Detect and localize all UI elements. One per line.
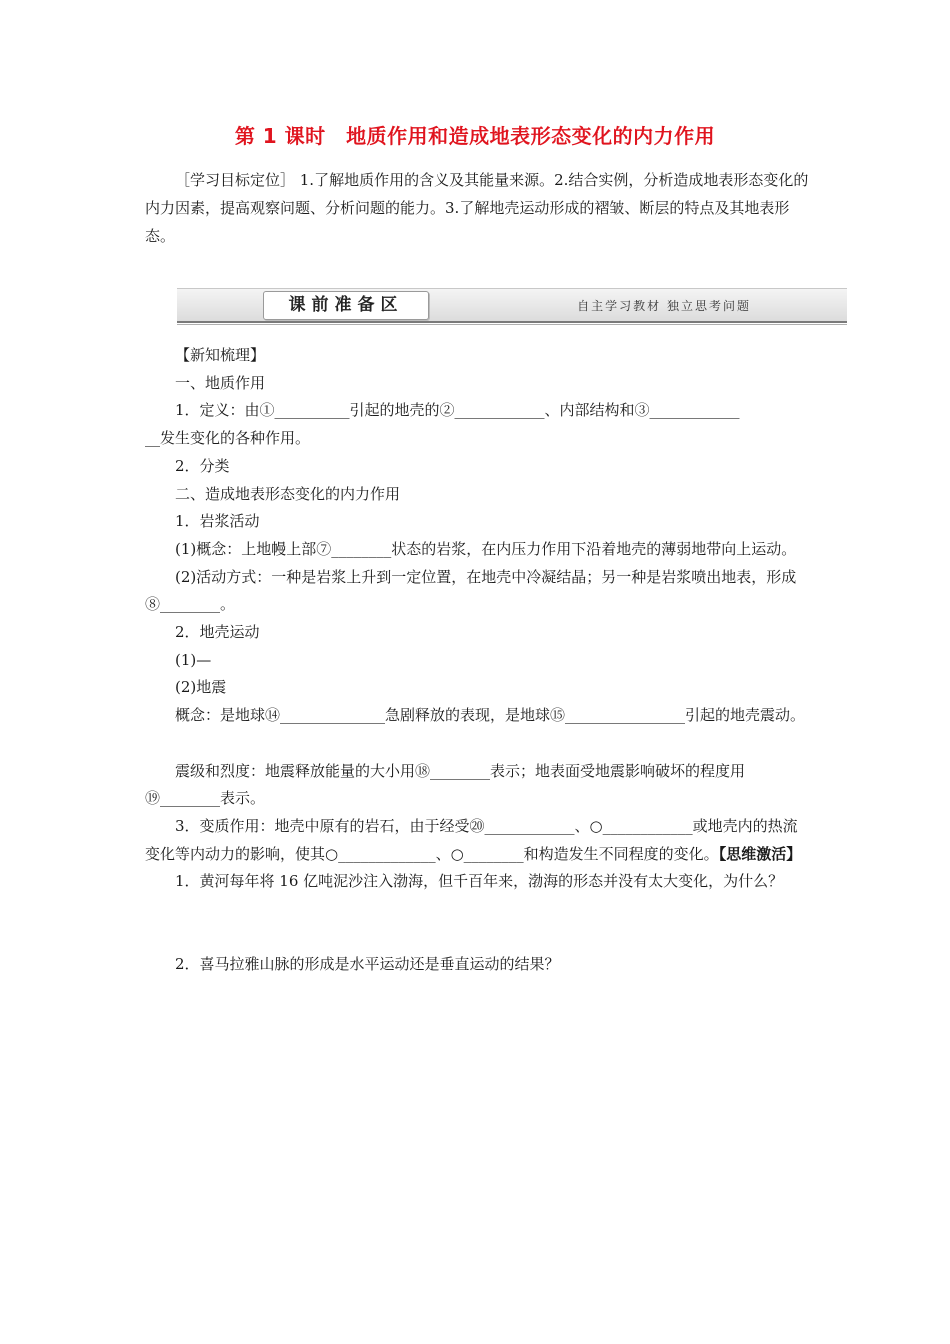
banner-rule-thin	[177, 324, 847, 325]
magma-activity: (2)活动方式：一种是岩浆上升到一定位置，在地壳中冷凝结晶；另一种是岩浆喷出地表，形成⑧________。	[145, 567, 797, 614]
magma-concept: (1)概念：上地幔上部⑦________状态的岩浆，在内压力作用下沿着地壳的薄弱地带向上运动。	[175, 539, 797, 558]
earthquake-concept: 概念：是地球⑭______________急剧释放的表现，是地球⑮________________引起的地壳震动。	[175, 706, 806, 725]
magma-heading: 1．岩浆活动	[175, 512, 260, 531]
section-heading: 【新知梳理】	[175, 346, 266, 364]
earthquake-heading: (2)地震	[175, 678, 227, 697]
magnitude-intensity: 震级和烈度：地震释放能量的大小用⑱________表示；地表面受地震影响破坏的程度用⑲________表示。	[145, 761, 746, 808]
heading-geologic-process: 一、地质作用	[175, 373, 266, 392]
heading-internal-forces: 二、造成地表形态变化的内力作用	[175, 484, 401, 503]
crust-movement-item-1: (1)—	[175, 650, 212, 669]
classification-line: 2．分类	[175, 456, 230, 475]
page-title: 第 1 课时 地质作用和造成地表形态变化的内力作用	[234, 124, 716, 148]
definition-line-cont: __发生变化的各种作用。	[145, 429, 311, 448]
banner-rule	[177, 321, 847, 323]
banner-slogan: 自主学习教材 独立思考问题	[577, 299, 751, 313]
metamorphism	[145, 813, 810, 868]
worksheet-content	[145, 342, 810, 979]
question-2: 2．喜马拉雅山脉的形成是水平运动还是垂直运动的结果？	[175, 955, 560, 974]
section-banner	[177, 288, 847, 324]
spacer	[145, 924, 810, 952]
definition-line: 1．定义：由①__________引起的地壳的②____________、内部结构和③____________	[175, 401, 740, 420]
thinking-heading: 【思维激活】	[718, 844, 802, 863]
spacer	[145, 896, 810, 924]
metamorphism-text: 3．变质作用：地壳中原有的岩石，由于经受⑳____________、○____________或地壳内的热流变化等内动力的影响，使其○_____________、○________和构造发生不同程度的变化。	[145, 816, 798, 863]
question-1: 1．黄河每年将 16 亿吨泥沙注入渤海，但千百年来，渤海的形态并没有太大变化，为什么？	[175, 872, 784, 891]
spacer	[145, 730, 810, 758]
crust-movement-heading: 2．地壳运动	[175, 623, 260, 642]
banner-label: 课前准备区	[263, 291, 429, 320]
learning-objective: ［学习目标定位］ 1.了解地质作用的含义及其能量来源。2.结合实例，分析造成地表形态变化的内力因素，提高观察问题、分析问题的能力。3.了解地壳运动形成的褶皱、断层的特点及其地表形态。	[145, 171, 809, 245]
